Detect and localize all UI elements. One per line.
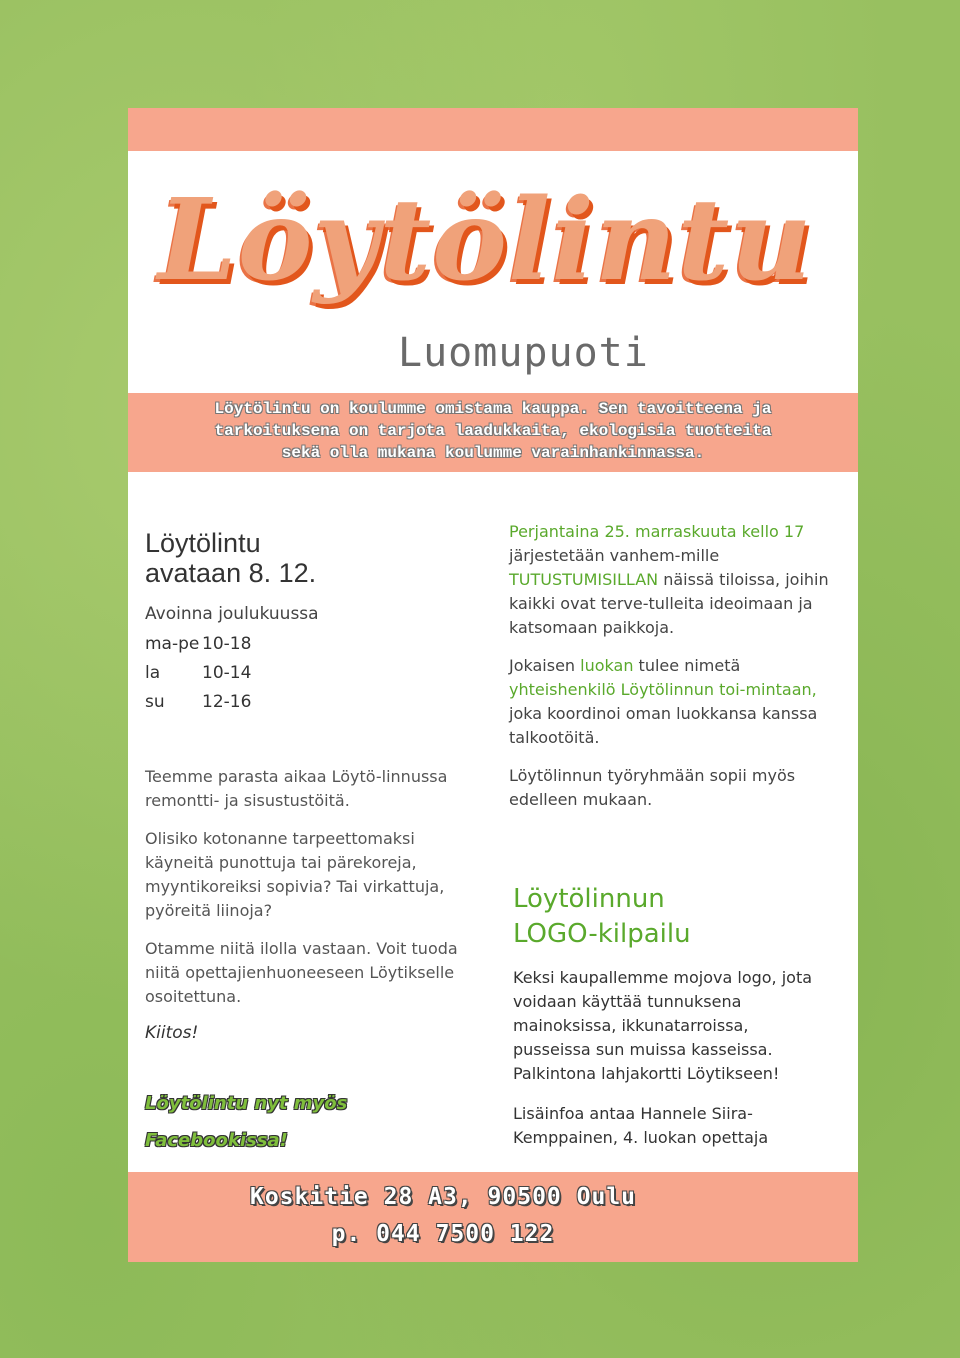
logo-contest-heading-1: Löytölinnun xyxy=(513,884,665,914)
facebook-line-2: Facebookissa! xyxy=(145,1130,288,1151)
address: Koskitie 28 A3, 90500 Oulu xyxy=(249,1184,637,1210)
top-band xyxy=(128,108,858,151)
facebook-notice xyxy=(145,1085,465,1159)
hours-day: la xyxy=(145,663,161,683)
open-house-event: TUTUSTUMISILLAN xyxy=(509,570,659,589)
logo-title: Löytölintu xyxy=(158,175,813,306)
open-house-date: Perjantaina 25. marraskuuta kello 17 xyxy=(509,522,805,541)
class-contact-a: Jokaisen xyxy=(509,656,581,675)
right-column xyxy=(509,520,829,1150)
intro-line-1: Löytölintu on koulumme omistama kauppa. Sen tavoitteena ja xyxy=(214,400,772,418)
hours-day: su xyxy=(145,692,165,712)
opening-line-2: avataan 8. 12. xyxy=(145,558,317,588)
hours-day: ma-pe xyxy=(145,634,200,654)
intro-text xyxy=(148,398,838,464)
intro-line-3: sekä olla mukana koulumme varainhankinnassa. xyxy=(281,444,705,462)
opening-heading xyxy=(145,528,465,588)
facebook-line-1: Löytölintu nyt myös xyxy=(145,1093,348,1114)
renovation-text: Teemme parasta aikaa Löytö-linnussa remontti- ja sisustustöitä. xyxy=(145,767,448,810)
phone-number: p. 044 7500 122 xyxy=(331,1221,555,1247)
thanks-text: Kiitos! xyxy=(145,1023,199,1043)
hours-row xyxy=(145,630,465,659)
hours-time: 10-18 xyxy=(202,634,252,654)
intro-line-2: tarkoituksena on tarjota laadukkaita, ekologisia tuotteita xyxy=(214,422,772,440)
open-house-text-a: järjestetään vanhem-mille xyxy=(509,546,720,565)
hours-row xyxy=(145,659,465,688)
logo-contest-heading xyxy=(513,882,829,952)
class-contact-green-1: luokan xyxy=(580,656,634,675)
class-contact-c: joka koordinoi oman luokkansa kanssa talkootöitä. xyxy=(509,704,818,747)
hours-time: 12-16 xyxy=(202,692,252,712)
hours-row xyxy=(145,688,465,717)
opening-line-1: Löytölintu xyxy=(145,528,261,558)
logo-contest-text: Keksi kaupallemme mojova logo, jota voidaan käyttää tunnuksena mainoksissa, ikkunatarroissa, pusseissa sun muissa kasseissa. Palkintona lahjakortti Löytikseen! xyxy=(513,968,813,1083)
class-contact-text xyxy=(509,654,829,750)
logo-subtitle: Luomupuoti xyxy=(398,330,649,376)
open-house-text-b: näissä tiloissa, joihin kaikki ovat terve-tulleita ideoimaan ja katsomaan paikkoja. xyxy=(509,570,829,637)
left-column xyxy=(145,528,465,1159)
class-contact-green-2: yhteishenkilö Löytölinnun toi-mintaan, xyxy=(509,680,817,699)
donation-accept-text: Otamme niitä ilolla vastaan. Voit tuoda niitä opettajienhuoneeseen Löytikselle osoitettuna. xyxy=(145,939,458,1006)
hours-title: Avoinna joulukuussa xyxy=(145,604,319,624)
hours-time: 10-14 xyxy=(202,663,252,683)
logo-contest-heading-2: LOGO-kilpailu xyxy=(513,919,691,949)
logo-contest-info: Lisäinfoa antaa Hannele Siira-Kemppainen, 4. luokan opettaja xyxy=(513,1104,769,1147)
hours-table xyxy=(145,630,465,717)
workgroup-text: Löytölinnun työryhmään sopii myös edelleen mukaan. xyxy=(509,766,796,809)
donation-request-text: Olisiko kotonanne tarpeettomaksi käyneitä punottuja tai pärekoreja, myyntikoreiksi sopivia? Tai virkattuja, pyöreitä liinoja? xyxy=(145,829,445,920)
poster-sheet xyxy=(128,108,858,1262)
open-house-text xyxy=(509,520,829,640)
class-contact-b: tulee nimetä xyxy=(633,656,741,675)
